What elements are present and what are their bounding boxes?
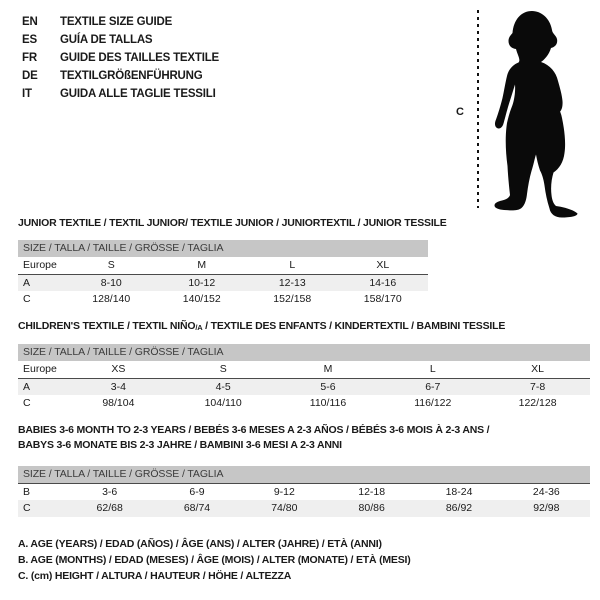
- row-label: Europe: [23, 259, 57, 271]
- table-row-age: [18, 379, 590, 395]
- baby-silhouette-icon: [494, 6, 580, 218]
- height-cell: 116/122: [414, 397, 452, 409]
- height-cell: 152/158: [273, 293, 312, 305]
- row-label: C: [23, 397, 31, 409]
- age-cell: 14-16: [369, 277, 397, 289]
- age-cell: 8-10: [100, 277, 122, 289]
- age-cell: 24-36: [532, 486, 560, 498]
- language-code: IT: [22, 88, 32, 100]
- height-measure-line: [477, 10, 479, 208]
- size-cell: M: [197, 259, 207, 271]
- children-title-subscript: /A: [195, 323, 203, 332]
- table-row-height: [18, 395, 590, 411]
- size-cell: L: [429, 363, 436, 375]
- height-cell: 104/110: [204, 397, 242, 409]
- age-cell: 3-6: [102, 486, 118, 498]
- age-cell: 18-24: [445, 486, 473, 498]
- table-row-europe: [18, 257, 428, 275]
- height-cell: 86/92: [445, 502, 473, 514]
- age-cell: 7-8: [530, 381, 546, 393]
- size-cell: XL: [531, 363, 545, 375]
- height-cell: 110/116: [309, 397, 347, 409]
- size-cell: XS: [111, 363, 126, 375]
- size-cell: S: [107, 259, 115, 271]
- guide-title: GUÍA DE TALLAS: [60, 34, 153, 46]
- footnote-age-months: B. AGE (MONTHS) / EDAD (MESES) / ÂGE (MOIS) / ALTER (MONATE) / ETÀ (MESI): [18, 554, 411, 566]
- size-cell: XL: [376, 259, 390, 271]
- table-row-height: [18, 291, 428, 307]
- height-cell: 92/98: [533, 502, 560, 514]
- age-cell: 6-9: [189, 486, 205, 498]
- guide-title: GUIDA ALLE TAGLIE TESSILI: [60, 88, 216, 100]
- footnote-age-years: A. AGE (YEARS) / EDAD (AÑOS) / ÂGE (ANS) / ALTER (JAHRE) / ETÀ (ANNI): [18, 538, 382, 550]
- age-cell: 12-18: [358, 486, 386, 498]
- children-title-text: / TEXTILE DES ENFANTS / KINDERTEXTIL / BAMBINI TESSILE: [202, 320, 506, 332]
- children-table-header: SIZE / TALLA / TAILLE / GRÖSSE / TAGLIA: [18, 344, 590, 361]
- language-code: ES: [22, 34, 37, 46]
- table-row-age: [18, 275, 428, 291]
- size-cell: S: [219, 363, 227, 375]
- age-cell: 4-5: [215, 381, 231, 393]
- height-measure-label: C: [456, 106, 464, 118]
- age-cell: 10-12: [188, 277, 216, 289]
- height-cell: 80/86: [358, 502, 385, 514]
- language-row: [22, 31, 219, 49]
- children-size-table: [18, 344, 590, 411]
- babies-title-line2: BABYS 3-6 MONATE BIS 2-3 JAHRE / BAMBINI 3-6 MESI A 2-3 ANNI: [18, 439, 342, 451]
- age-cell: 12-13: [278, 277, 306, 289]
- junior-section-title: JUNIOR TEXTILE / TEXTIL JUNIOR/ TEXTILE JUNIOR / JUNIORTEXTIL / JUNIOR TESSILE: [18, 217, 447, 229]
- age-cell: 6-7: [425, 381, 441, 393]
- footnote-legend: [18, 536, 411, 584]
- table-row-age-months: [18, 484, 590, 500]
- height-cell: 128/140: [92, 293, 131, 305]
- row-label: C: [23, 502, 31, 514]
- babies-size-table: [18, 466, 590, 517]
- language-title-list: [22, 13, 219, 103]
- language-row: [22, 67, 219, 85]
- guide-title: TEXTILE SIZE GUIDE: [60, 16, 173, 28]
- height-cell: 158/170: [363, 293, 402, 305]
- babies-title-line1: BABIES 3-6 MONTH TO 2-3 YEARS / BEBÉS 3-6 MESES A 2-3 AÑOS / BÉBÉS 3-6 MOIS À 2-3 ANS /: [18, 424, 490, 436]
- language-row: [22, 49, 219, 67]
- row-label: B: [23, 486, 31, 498]
- height-cell: 122/128: [518, 397, 557, 409]
- row-label: A: [23, 381, 31, 393]
- table-row-europe: [18, 361, 590, 379]
- language-row: [22, 13, 219, 31]
- guide-title: TEXTILGRÖßENFÜHRUNG: [60, 70, 203, 82]
- children-section-title: [18, 319, 505, 335]
- babies-table-header: SIZE / TALLA / TAILLE / GRÖSSE / TAGLIA: [18, 466, 590, 484]
- language-code: DE: [22, 70, 38, 82]
- language-row: [22, 85, 219, 103]
- table-row-height: [18, 500, 590, 517]
- age-cell: 5-6: [320, 381, 336, 393]
- language-code: FR: [22, 52, 37, 64]
- junior-table-header: SIZE / TALLA / TAILLE / GRÖSSE / TAGLIA: [18, 240, 428, 257]
- row-label: Europe: [23, 363, 57, 375]
- guide-title: GUIDE DES TAILLES TEXTILE: [60, 52, 219, 64]
- row-label: A: [23, 277, 31, 289]
- babies-section-title: [18, 423, 489, 453]
- size-cell: L: [289, 259, 296, 271]
- height-cell: 62/68: [96, 502, 123, 514]
- height-cell: 74/80: [271, 502, 298, 514]
- junior-size-table: [18, 240, 428, 307]
- row-label: C: [23, 293, 31, 305]
- height-cell: 98/104: [102, 397, 135, 409]
- children-title-text: CHILDREN'S TEXTILE / TEXTIL NIÑO: [18, 320, 196, 332]
- size-cell: M: [323, 363, 333, 375]
- height-cell: 140/152: [182, 293, 221, 305]
- height-cell: 68/74: [183, 502, 211, 514]
- age-cell: 3-4: [110, 381, 126, 393]
- age-cell: 9-12: [273, 486, 295, 498]
- language-code: EN: [22, 16, 38, 28]
- footnote-height: C. (cm) HEIGHT / ALTURA / HAUTEUR / HÖHE / ALTEZZA: [18, 570, 292, 582]
